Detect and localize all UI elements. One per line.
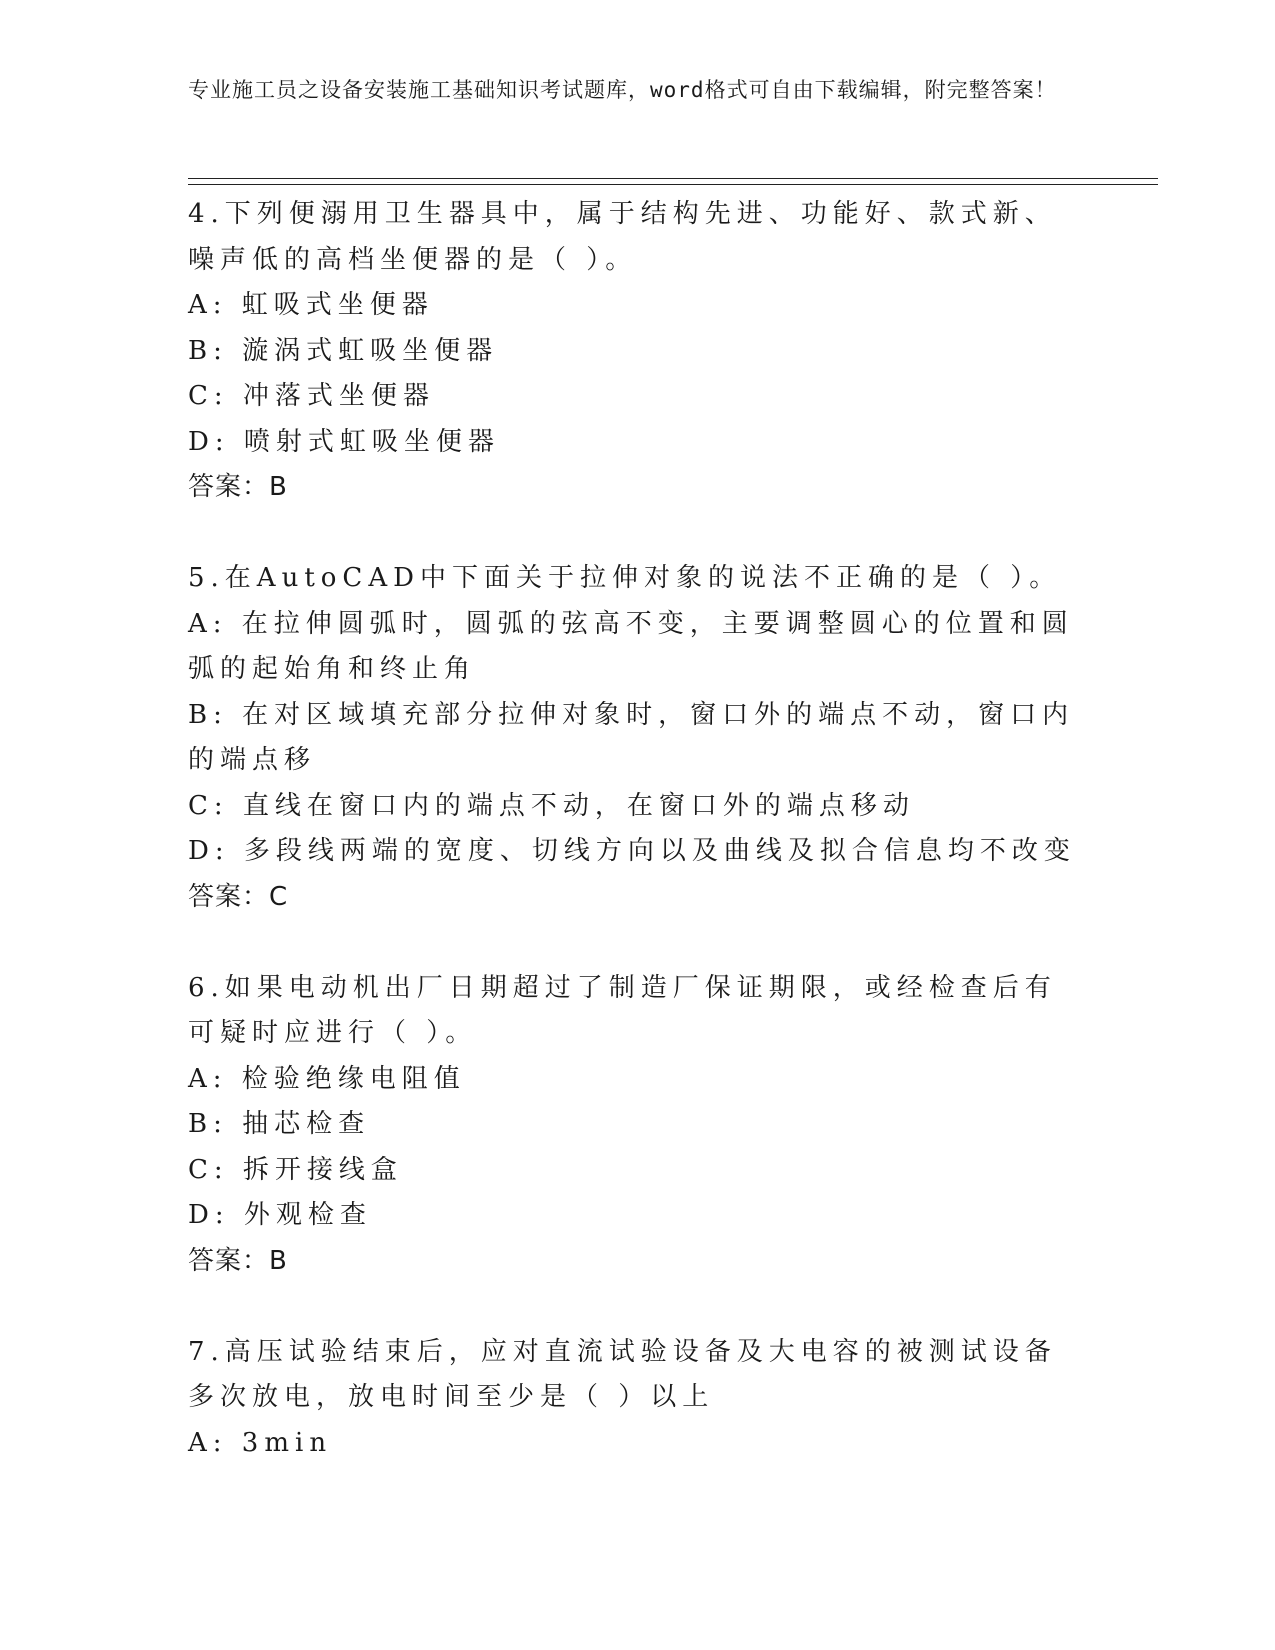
- option-b: B: 抽芯检查: [188, 1109, 371, 1139]
- answer-line: 答案：B: [188, 472, 288, 502]
- option-a: A: 检验绝缘电阻值: [188, 1063, 466, 1094]
- question-6: [188, 966, 1088, 1285]
- question-list: [188, 192, 1088, 1466]
- option-c: C: 拆开接线盒: [188, 1154, 403, 1185]
- spacer: [188, 1284, 1088, 1330]
- answer-line: 答案：B: [188, 1245, 288, 1276]
- header-divider-bottom: [188, 184, 1158, 185]
- option-b: B: 漩涡式虹吸坐便器: [188, 335, 499, 366]
- option-a: A: 虹吸式坐便器: [188, 290, 434, 320]
- question-stem: 7.高压试验结束后，应对直流试验设备及大电容的被测试设备多次放电，放电时间至少是（ ）以上: [188, 1336, 1057, 1412]
- question-5: [188, 556, 1088, 920]
- question-stem: 5.在AutoCAD中下面关于拉伸对象的说法不正确的是（ ）。: [188, 563, 1062, 593]
- option-a: A: 3min: [188, 1427, 333, 1458]
- question-stem: 6.如果电动机出厂日期超过了制造厂保证期限，或经检查后有可疑时应进行（ ）。: [188, 972, 1057, 1048]
- question-4: [188, 192, 1088, 511]
- header-divider-top: [188, 178, 1158, 179]
- answer-line: 答案：C: [188, 881, 289, 912]
- option-b: B: 在对区域填充部分拉伸对象时，窗口外的端点不动，窗口内的端点移: [188, 699, 1075, 775]
- document-header: 专业施工员之设备安装施工基础知识考试题库，word格式可自由下载编辑，附完整答案！: [188, 78, 1057, 102]
- spacer: [188, 920, 1088, 966]
- question-stem: 4.下列便溺用卫生器具中，属于结构先进、功能好、款式新、噪声低的高档坐便器的是（ ）。: [188, 199, 1057, 275]
- option-d: D: 喷射式虹吸坐便器: [188, 426, 500, 457]
- option-c: C: 冲落式坐便器: [188, 381, 435, 411]
- spacer: [188, 511, 1088, 557]
- question-7: [188, 1330, 1088, 1467]
- option-a: A: 在拉伸圆弧时，圆弧的弦高不变，主要调整圆心的位置和圆弧的起始角和终止角: [188, 608, 1074, 684]
- option-d: D: 多段线两端的宽度、切线方向以及曲线及拟合信息均不改变: [188, 836, 1076, 866]
- option-d: D: 外观检查: [188, 1200, 372, 1230]
- option-c: C: 直线在窗口内的端点不动，在窗口外的端点移动: [188, 790, 915, 821]
